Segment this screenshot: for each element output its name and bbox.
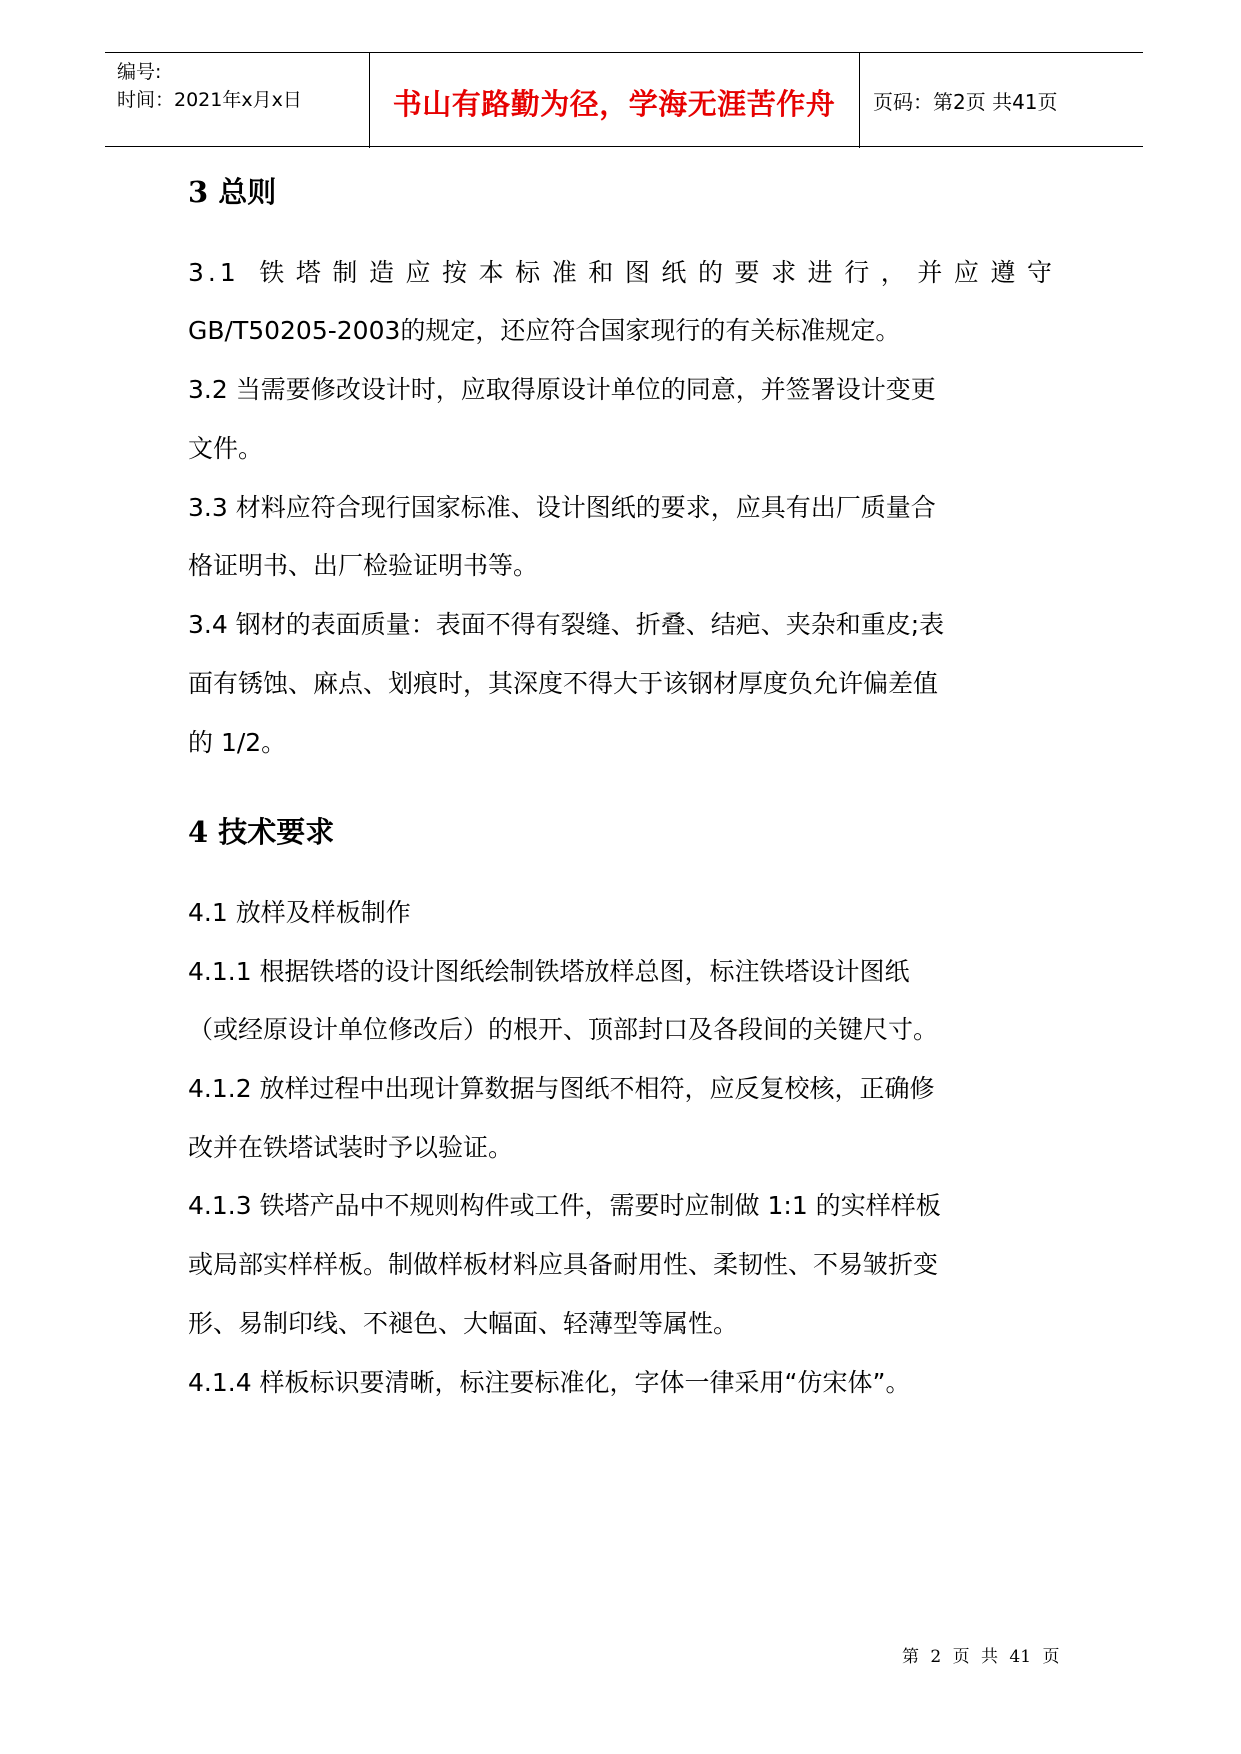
header-page-info: 页码：第2页 共41页 [873, 90, 1058, 114]
paragraph-4-1-4: 4.1.4 样板标识要清晰，标注要标准化，字体一律采用“仿宋体”。 [188, 1368, 911, 1397]
header-divider-right [859, 52, 860, 148]
paragraph-4-1-1-line-2: （或经原设计单位修改后）的根开、顶部封口及各段间的关键尺寸。 [188, 1015, 939, 1044]
paragraph-3-2-line-2: 文件。 [188, 434, 264, 463]
paragraph-3-4-line-1: 3.4 钢材的表面质量：表面不得有裂缝、折叠、结疤、夹杂和重皮;表 [188, 610, 945, 639]
paragraph-3-1-line-1: 3.1 铁塔制造应按本标准和图纸的要求进行，并应遵守 [188, 258, 1056, 287]
paragraph-4-1-2-line-1: 4.1.2 放样过程中出现计算数据与图纸不相符，应反复校核，正确修 [188, 1074, 935, 1103]
section-heading-4: 4 技术要求 [188, 815, 335, 849]
header-meta [117, 58, 302, 114]
paragraph-3-3-line-1: 3.3 材料应符合现行国家标准、设计图纸的要求，应具有出厂质量合 [188, 493, 936, 522]
paragraph-3-4-line-3: 的 1/2。 [188, 728, 287, 757]
header-date-label: 时间：2021年x月x日 [117, 89, 302, 111]
paragraph-3-1-line-2: GB/T50205-2003的规定，还应符合国家现行的有关标准规定。 [188, 316, 901, 345]
page-header [105, 52, 1143, 148]
header-bottom-rule [105, 146, 1143, 147]
paragraph-4-1-3-line-2: 或局部实样样板。制做样板材料应具备耐用性、柔韧性、不易皱折变 [188, 1250, 939, 1279]
paragraph-3-4-line-2: 面有锈蚀、麻点、划痕时，其深度不得大于该钢材厚度负允许偏差值 [188, 669, 939, 698]
page-footer: 第 2 页 共 41 页 [902, 1647, 1060, 1667]
paragraph-4-1-3-line-1: 4.1.3 铁塔产品中不规则构件或工件，需要时应制做 1:1 的实样样板 [188, 1191, 941, 1220]
header-number-label: 编号: [117, 61, 162, 83]
paragraph-4-1: 4.1 放样及样板制作 [188, 898, 411, 927]
paragraph-3-3-line-2: 格证明书、出厂检验证明书等。 [188, 551, 539, 580]
paragraph-3-2-line-1: 3.2 当需要修改设计时，应取得原设计单位的同意，并签署设计变更 [188, 375, 936, 404]
header-motto: 书山有路勤为径，学海无涯苦作舟 [392, 87, 836, 121]
header-top-rule [105, 52, 1143, 53]
paragraph-4-1-1-line-1: 4.1.1 根据铁塔的设计图纸绘制铁塔放样总图，标注铁塔设计图纸 [188, 957, 910, 986]
paragraph-4-1-2-line-2: 改并在铁塔试装时予以验证。 [188, 1133, 514, 1162]
section-heading-3: 3 总则 [188, 175, 277, 209]
paragraph-4-1-3-line-3: 形、易制印线、不褪色、大幅面、轻薄型等属性。 [188, 1309, 739, 1338]
